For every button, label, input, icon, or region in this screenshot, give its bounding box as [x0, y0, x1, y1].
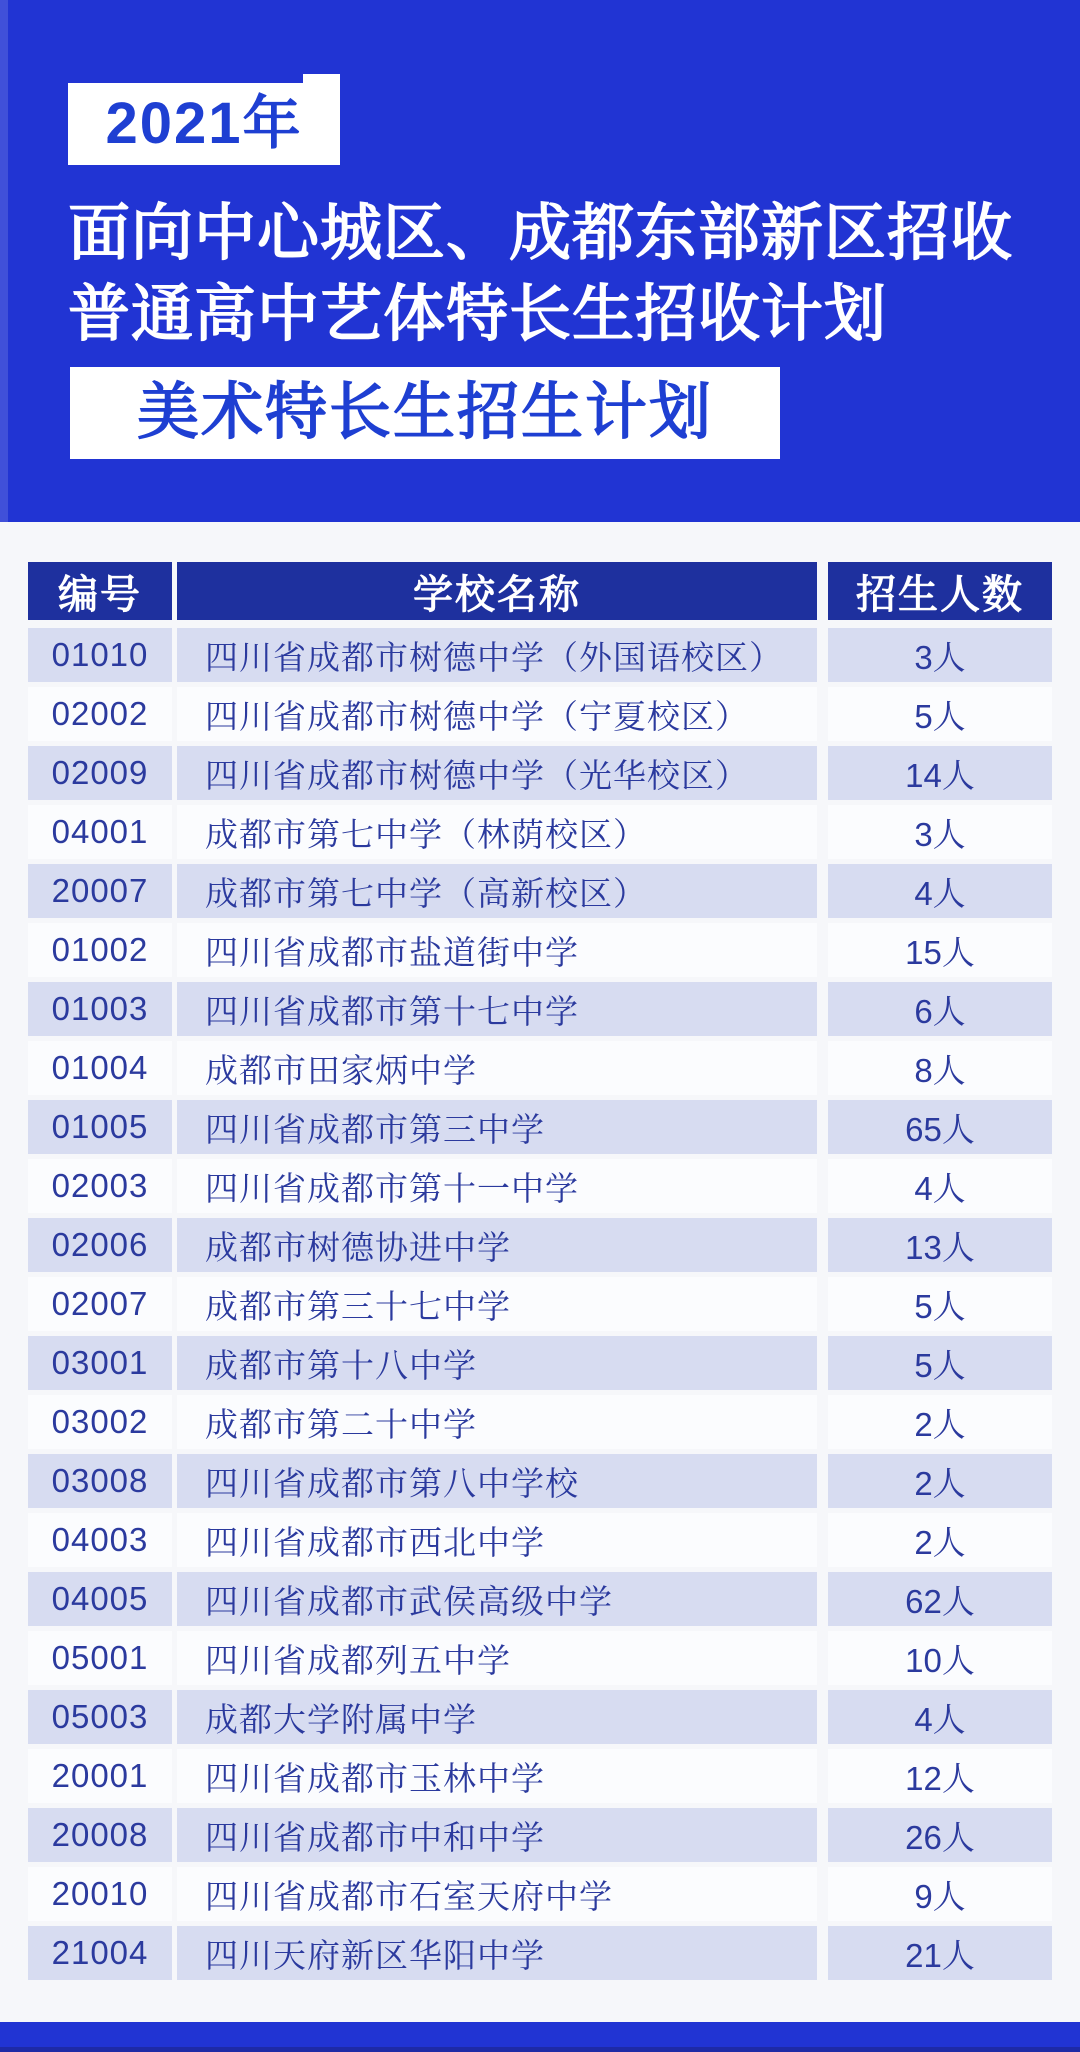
table-row	[28, 1572, 1052, 1626]
row-code-cell: 03008	[28, 1454, 172, 1508]
banner-left-edge	[0, 0, 8, 522]
row-count-cell: 14人	[828, 746, 1052, 800]
main-title-line2: 普通高中艺体特长生招收计划	[68, 279, 888, 349]
row-count-cell: 13人	[828, 1218, 1052, 1272]
row-count-cell: 62人	[828, 1572, 1052, 1626]
row-count-cell: 5人	[828, 687, 1052, 741]
row-code-cell: 02009	[28, 746, 172, 800]
row-school-cell: 成都市第三十七中学	[177, 1277, 817, 1331]
table-row	[28, 746, 1052, 800]
row-code-cell: 01002	[28, 923, 172, 977]
row-code-cell: 20001	[28, 1749, 172, 1803]
row-code-cell: 02002	[28, 687, 172, 741]
row-count-cell: 3人	[828, 628, 1052, 682]
row-school-cell: 成都大学附属中学	[177, 1690, 817, 1744]
row-code-cell: 20007	[28, 864, 172, 918]
subtitle-box	[70, 367, 780, 459]
year-label: 2021年	[105, 91, 303, 156]
subtitle-label: 美术特长生招生计划	[136, 378, 713, 447]
row-count-cell: 3人	[828, 805, 1052, 859]
row-school-cell: 四川天府新区华阳中学	[177, 1926, 817, 1980]
row-school-cell: 四川省成都市中和中学	[177, 1808, 817, 1862]
table-row	[28, 1336, 1052, 1390]
row-code-cell: 01004	[28, 1041, 172, 1095]
row-school-cell: 四川省成都市第十一中学	[177, 1159, 817, 1213]
table-row	[28, 1749, 1052, 1803]
row-count-cell: 26人	[828, 1808, 1052, 1862]
row-school-cell: 四川省成都市树德中学（光华校区）	[177, 746, 817, 800]
table-row	[28, 1513, 1052, 1567]
bottom-dark-strip	[0, 2047, 1080, 2052]
row-code-cell: 20008	[28, 1808, 172, 1862]
row-count-cell: 2人	[828, 1395, 1052, 1449]
table-row	[28, 1631, 1052, 1685]
row-count-cell: 4人	[828, 864, 1052, 918]
row-code-cell: 05003	[28, 1690, 172, 1744]
row-code-cell: 01003	[28, 982, 172, 1036]
row-count-cell: 6人	[828, 982, 1052, 1036]
table-row	[28, 1867, 1052, 1921]
row-school-cell: 四川省成都市石室天府中学	[177, 1867, 817, 1921]
row-code-cell: 01010	[28, 628, 172, 682]
table-body	[28, 628, 1052, 1980]
table-row	[28, 1218, 1052, 1272]
table-row	[28, 1100, 1052, 1154]
row-count-cell: 2人	[828, 1454, 1052, 1508]
year-box	[68, 83, 340, 165]
row-school-cell: 四川省成都市西北中学	[177, 1513, 817, 1567]
row-code-cell: 03002	[28, 1395, 172, 1449]
table-row	[28, 1395, 1052, 1449]
row-code-cell: 21004	[28, 1926, 172, 1980]
table-row	[28, 923, 1052, 977]
table-row	[28, 1926, 1052, 1980]
row-school-cell: 四川省成都市第八中学校	[177, 1454, 817, 1508]
row-school-cell: 成都市第十八中学	[177, 1336, 817, 1390]
row-code-cell: 01005	[28, 1100, 172, 1154]
row-count-cell: 9人	[828, 1867, 1052, 1921]
row-school-cell: 成都市第二十中学	[177, 1395, 817, 1449]
row-count-cell: 21人	[828, 1926, 1052, 1980]
row-code-cell: 05001	[28, 1631, 172, 1685]
row-count-cell: 15人	[828, 923, 1052, 977]
top-banner	[0, 0, 1080, 522]
column-header-code: 编号	[28, 562, 172, 620]
row-school-cell: 成都市田家炳中学	[177, 1041, 817, 1095]
row-code-cell: 03001	[28, 1336, 172, 1390]
row-school-cell: 四川省成都市树德中学（宁夏校区）	[177, 687, 817, 741]
row-count-cell: 10人	[828, 1631, 1052, 1685]
row-count-cell: 12人	[828, 1749, 1052, 1803]
row-code-cell: 02003	[28, 1159, 172, 1213]
row-school-cell: 四川省成都市武侯高级中学	[177, 1572, 817, 1626]
row-count-cell: 4人	[828, 1690, 1052, 1744]
row-count-cell: 8人	[828, 1041, 1052, 1095]
column-header-count: 招生人数	[828, 562, 1052, 620]
table-row	[28, 1690, 1052, 1744]
main-title-line1: 面向中心城区、成都东部新区招收	[68, 198, 1014, 268]
row-code-cell: 04001	[28, 805, 172, 859]
table-row	[28, 805, 1052, 859]
table-row	[28, 1041, 1052, 1095]
year-box-corner-tab	[303, 74, 340, 83]
row-count-cell: 5人	[828, 1336, 1052, 1390]
row-school-cell: 四川省成都市树德中学（外国语校区）	[177, 628, 817, 682]
row-code-cell: 04003	[28, 1513, 172, 1567]
row-code-cell: 20010	[28, 1867, 172, 1921]
table-row	[28, 1808, 1052, 1862]
row-school-cell: 成都市第七中学（林荫校区）	[177, 805, 817, 859]
table-row	[28, 1159, 1052, 1213]
row-code-cell: 04005	[28, 1572, 172, 1626]
row-count-cell: 5人	[828, 1277, 1052, 1331]
table-row	[28, 864, 1052, 918]
row-code-cell: 02007	[28, 1277, 172, 1331]
table-row	[28, 1277, 1052, 1331]
enrollment-table	[28, 562, 1052, 1985]
row-school-cell: 四川省成都市玉林中学	[177, 1749, 817, 1803]
row-school-cell: 四川省成都市第三中学	[177, 1100, 817, 1154]
table-row	[28, 687, 1052, 741]
row-school-cell: 四川省成都市盐道街中学	[177, 923, 817, 977]
table-row	[28, 628, 1052, 682]
table-row	[28, 982, 1052, 1036]
bottom-blue-band	[0, 2022, 1080, 2047]
row-school-cell: 四川省成都列五中学	[177, 1631, 817, 1685]
table-header-row	[28, 562, 1052, 620]
column-header-school: 学校名称	[177, 562, 817, 620]
row-school-cell: 四川省成都市第十七中学	[177, 982, 817, 1036]
row-count-cell: 4人	[828, 1159, 1052, 1213]
row-school-cell: 成都市树德协进中学	[177, 1218, 817, 1272]
row-code-cell: 02006	[28, 1218, 172, 1272]
row-count-cell: 65人	[828, 1100, 1052, 1154]
row-count-cell: 2人	[828, 1513, 1052, 1567]
table-row	[28, 1454, 1052, 1508]
row-school-cell: 成都市第七中学（高新校区）	[177, 864, 817, 918]
